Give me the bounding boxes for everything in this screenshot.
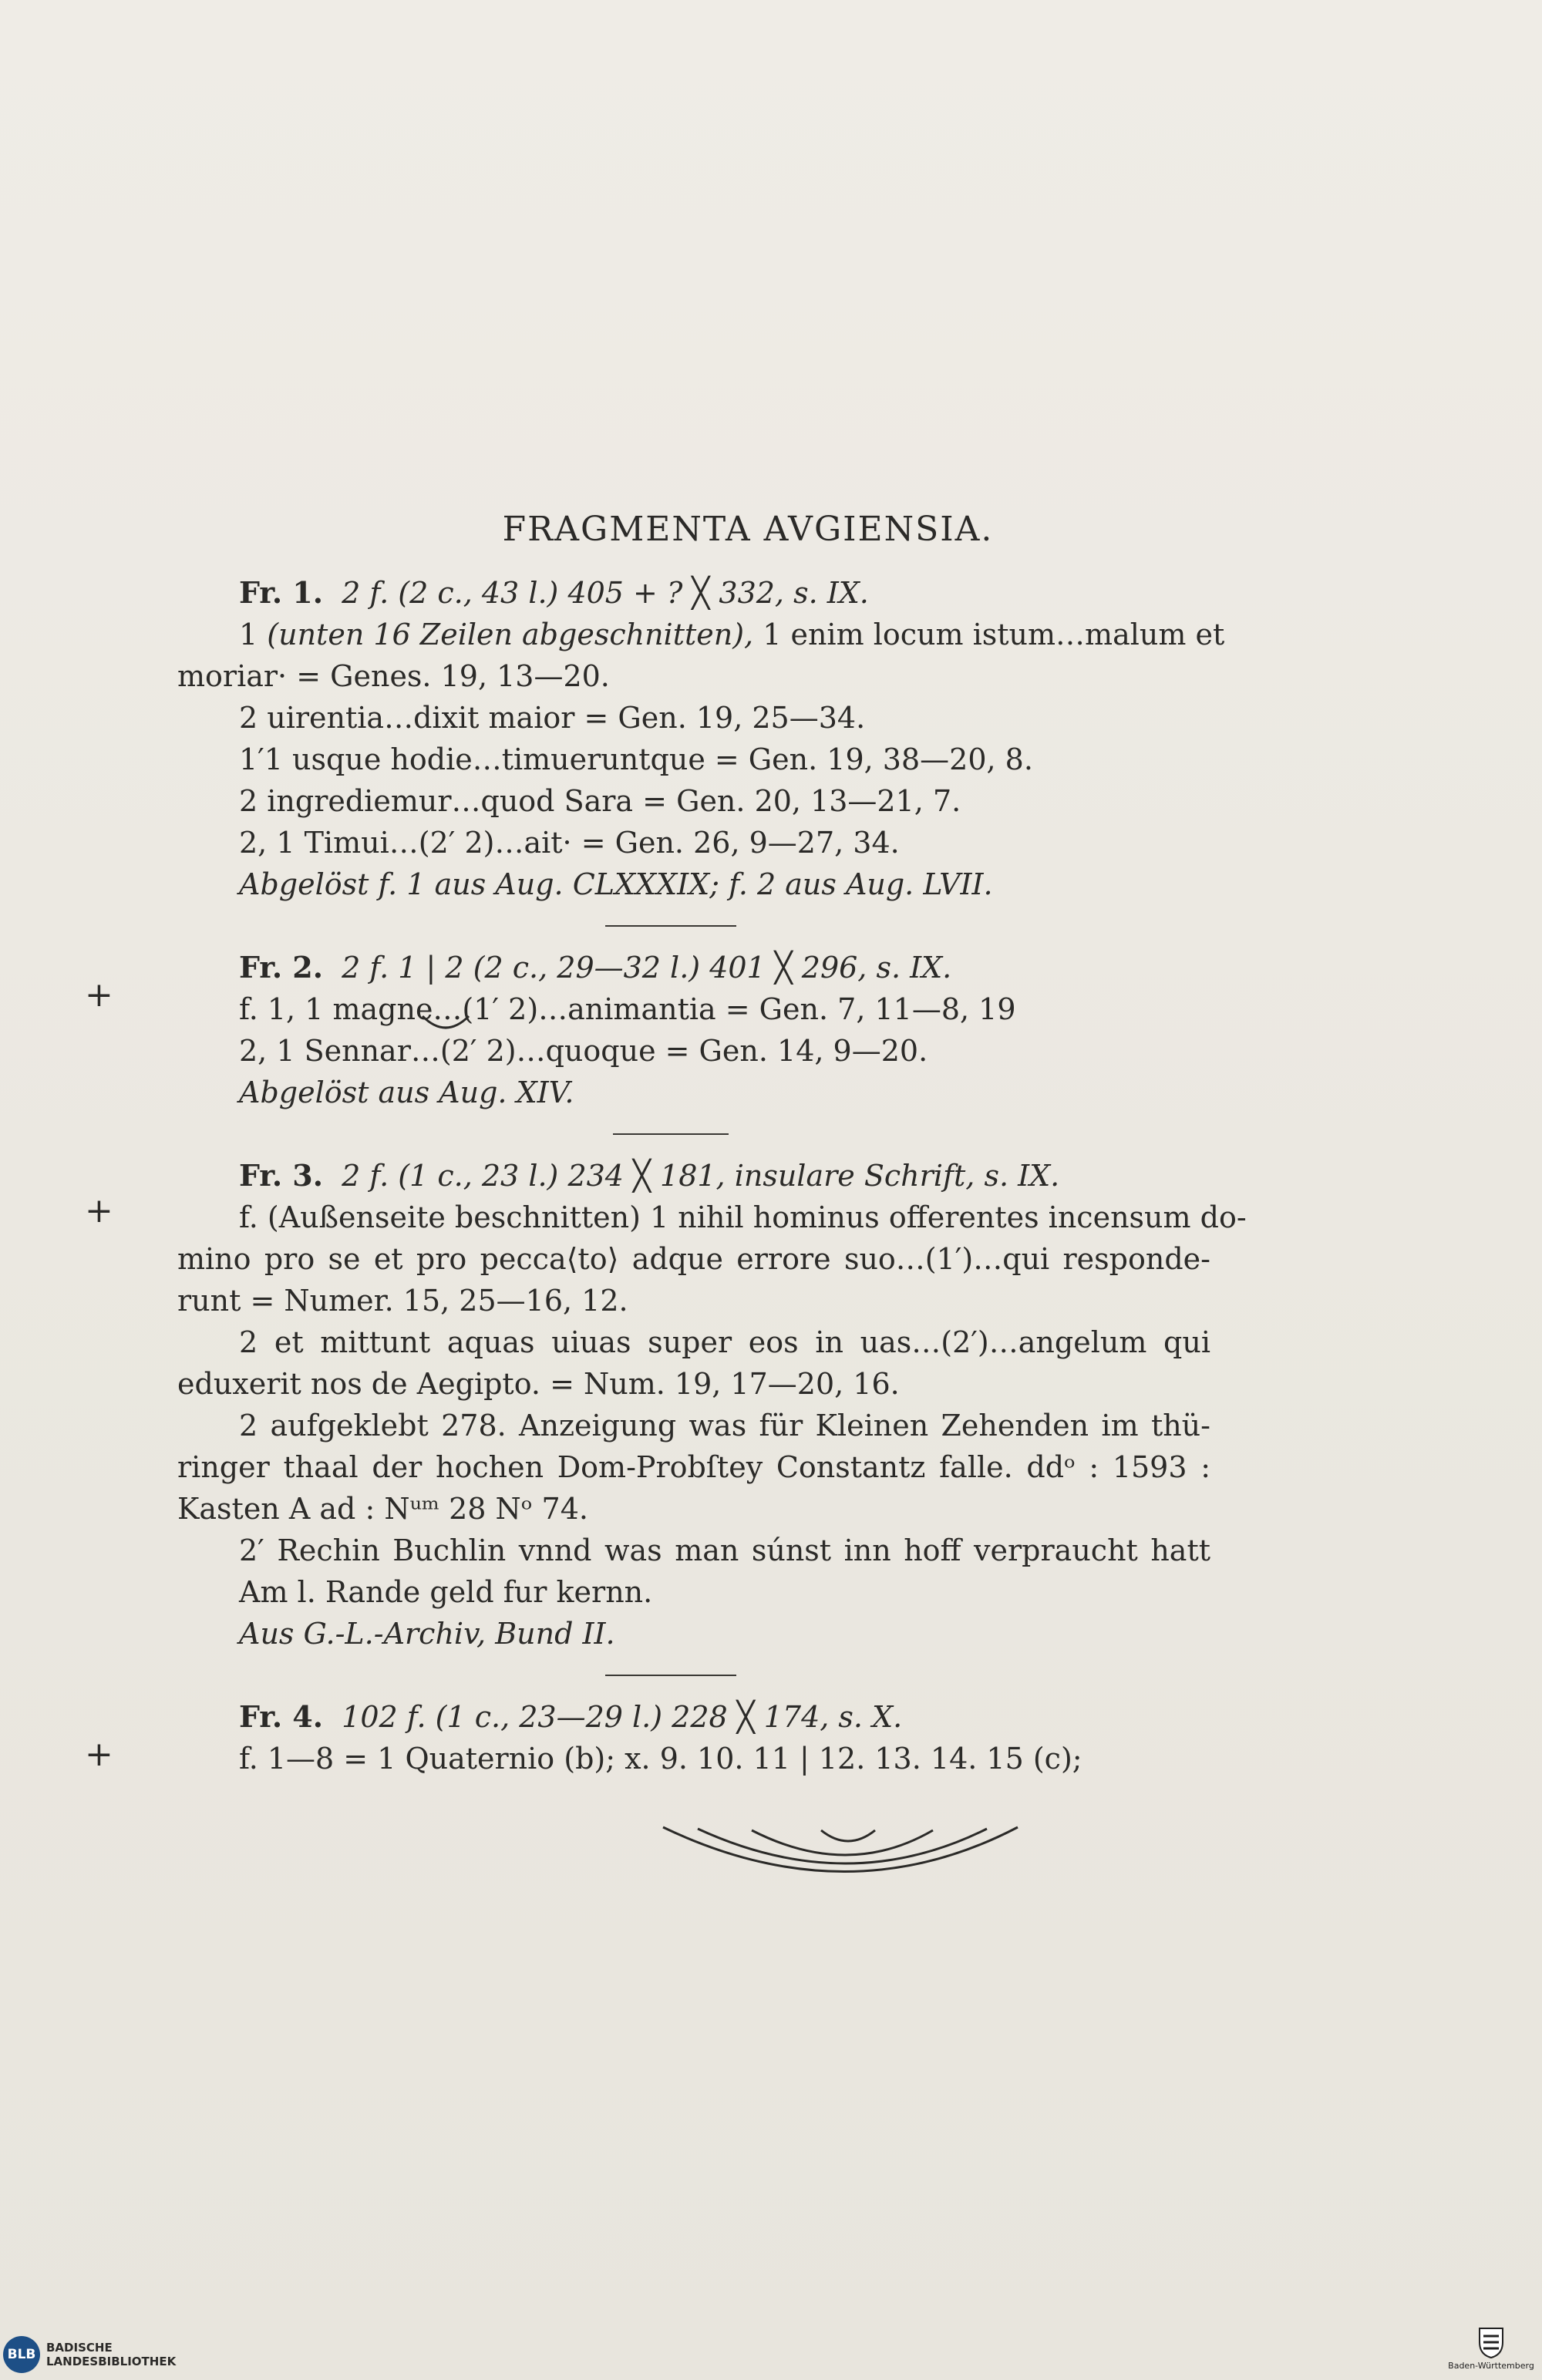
fragment-3-line-4: 2 et mittunt aquas uiuas super eos in uas…(2′)…angelum qui [239,1325,1210,1359]
fragment-3-line-5: eduxerit nos de Aegipto. = Num. 19, 17—20, 16. [177,1367,900,1401]
fragment-1-line-6: 2, 1 Timui…(2′ 2)…ait· = Gen. 26, 9—27, 34. [239,826,900,860]
fragment-1-line-1-note: (unten 16 Zeilen abgeschnitten), [267,618,754,651]
fragment-3-label: Fr. 3. [239,1158,323,1193]
state-name: Baden-Württemberg [1448,2361,1534,2371]
fragment-3-provenance: Aus G.-L.-Archiv, Bund II. [239,1617,615,1651]
fragment-4-heading [177,1696,1210,1738]
fragment-3-line-10: Am l. Rande geld fur kernn. [239,1575,653,1609]
fragment-1 [177,572,1225,905]
arc-quire-2 [698,1829,987,1863]
fragment-1-line-5: 2 ingrediemur…quod Sara = Gen. 20, 13—21, 7. [239,784,961,818]
fragment-1-label: Fr. 1. [239,575,323,610]
document-body [177,509,1247,1779]
fragment-3-line-7: ringer thaal der hochen Dom-Probſtey Constantz falle. ddᵒ : 1593 : [177,1450,1210,1484]
arc-quire-outer [663,1827,1018,1872]
fragment-1-line-3: 2 uirentia…dixit maior = Gen. 19, 25—34. [239,701,866,735]
fragment-3-line-2: mino pro se et pro pecca⟨to⟩ adque errore suo…(1′)…qui responde- [177,1242,1210,1276]
margin-mark-2: + [85,1191,113,1230]
divider-2 [613,1133,729,1135]
fragment-3-line-6: 2 aufgeklebt 278. Anzeigung was für Kleinen Zehenden im thü- [239,1409,1210,1442]
library-footer [0,2328,247,2380]
fragment-4-label: Fr. 4. [239,1699,323,1734]
arc-quire-inner [821,1830,875,1841]
fragment-2-heading [177,947,1210,988]
library-name-line-2: LANDESBIBLIOTHEK [46,2354,177,2368]
fragment-4-description: 102 f. (1 c., 23—29 l.) 228 ╳ 174, s. X. [342,1700,903,1734]
fragment-3-line-9: 2′ Rechin Buchlin vnnd was man súnst inn hoff verpraucht hatt [239,1533,1210,1567]
fragment-1-line-1-num: 1 [239,618,258,651]
fragment-2 [177,947,1210,1113]
fragment-2-label: Fr. 2. [239,950,323,985]
coat-of-arms-icon [1478,2327,1504,2359]
fragment-3-line-1: f. (Außenseite beschnitten) 1 nihil hominus offerentes incensum do- [239,1200,1247,1234]
fragment-3-line-3: runt = Numer. 15, 25—16, 12. [177,1284,628,1318]
library-name [46,2341,176,2368]
fragment-1-line-1-text: 1 enim locum istum…malum et [763,618,1225,651]
fragment-2-line-2: 2, 1 Sennar…(2′ 2)…quoque = Gen. 14, 9—20. [239,1034,928,1068]
fragment-3-line-8: Kasten A ad : Nᵘᵐ 28 Nᵒ 74. [177,1492,588,1526]
page-title: FRAGMENTA AVGIENSIA. [502,510,994,549]
fragment-4-line-1: f. 1—8 = 1 Quaternio (b); x. 9. 10. 11 | 12. 13. 14. 15 (c); [239,1742,1082,1776]
fragment-1-line-2: moriar· = Genes. 19, 13—20. [177,659,610,693]
blb-logo-icon: BLB [3,2336,40,2373]
fragment-4 [177,1696,1210,1779]
fragment-1-provenance: Abgelöst f. 1 aus Aug. CLXXXIX; f. 2 aus Aug. LVII. [239,867,993,901]
margin-mark-1: + [85,975,113,1015]
fragment-2-provenance: Abgelöst aus Aug. XIV. [239,1076,574,1109]
fragment-1-line-1 [177,614,1225,655]
margin-mark-3: + [85,1735,113,1774]
fragment-1-line-4: 1′1 usque hodie…timueruntque = Gen. 19, 38—20, 8. [239,742,1033,776]
divider-3 [605,1675,736,1676]
fragment-3 [177,1155,1247,1655]
fragment-3-heading [177,1155,1210,1197]
fragment-2-description: 2 f. 1 | 2 (2 c., 29—32 l.) 401 ╳ 296, s. IX. [342,951,952,985]
fragment-2-line-1: f. 1, 1 magne…(1′ 2)…animantia = Gen. 7, 11—8, 19 [239,992,1016,1026]
arc-quire-3 [752,1830,933,1855]
divider-1 [605,925,736,927]
library-name-line-1: BADISCHE [46,2340,113,2355]
fragment-1-description: 2 f. (2 c., 43 l.) 405 + ? ╳ 332, s. IX. [342,576,869,610]
fragment-1-heading [177,572,1210,614]
state-footer [1445,2327,1537,2371]
fragment-3-description: 2 f. (1 c., 23 l.) 234 ╳ 181, insulare Schrift, s. IX. [342,1159,1060,1193]
